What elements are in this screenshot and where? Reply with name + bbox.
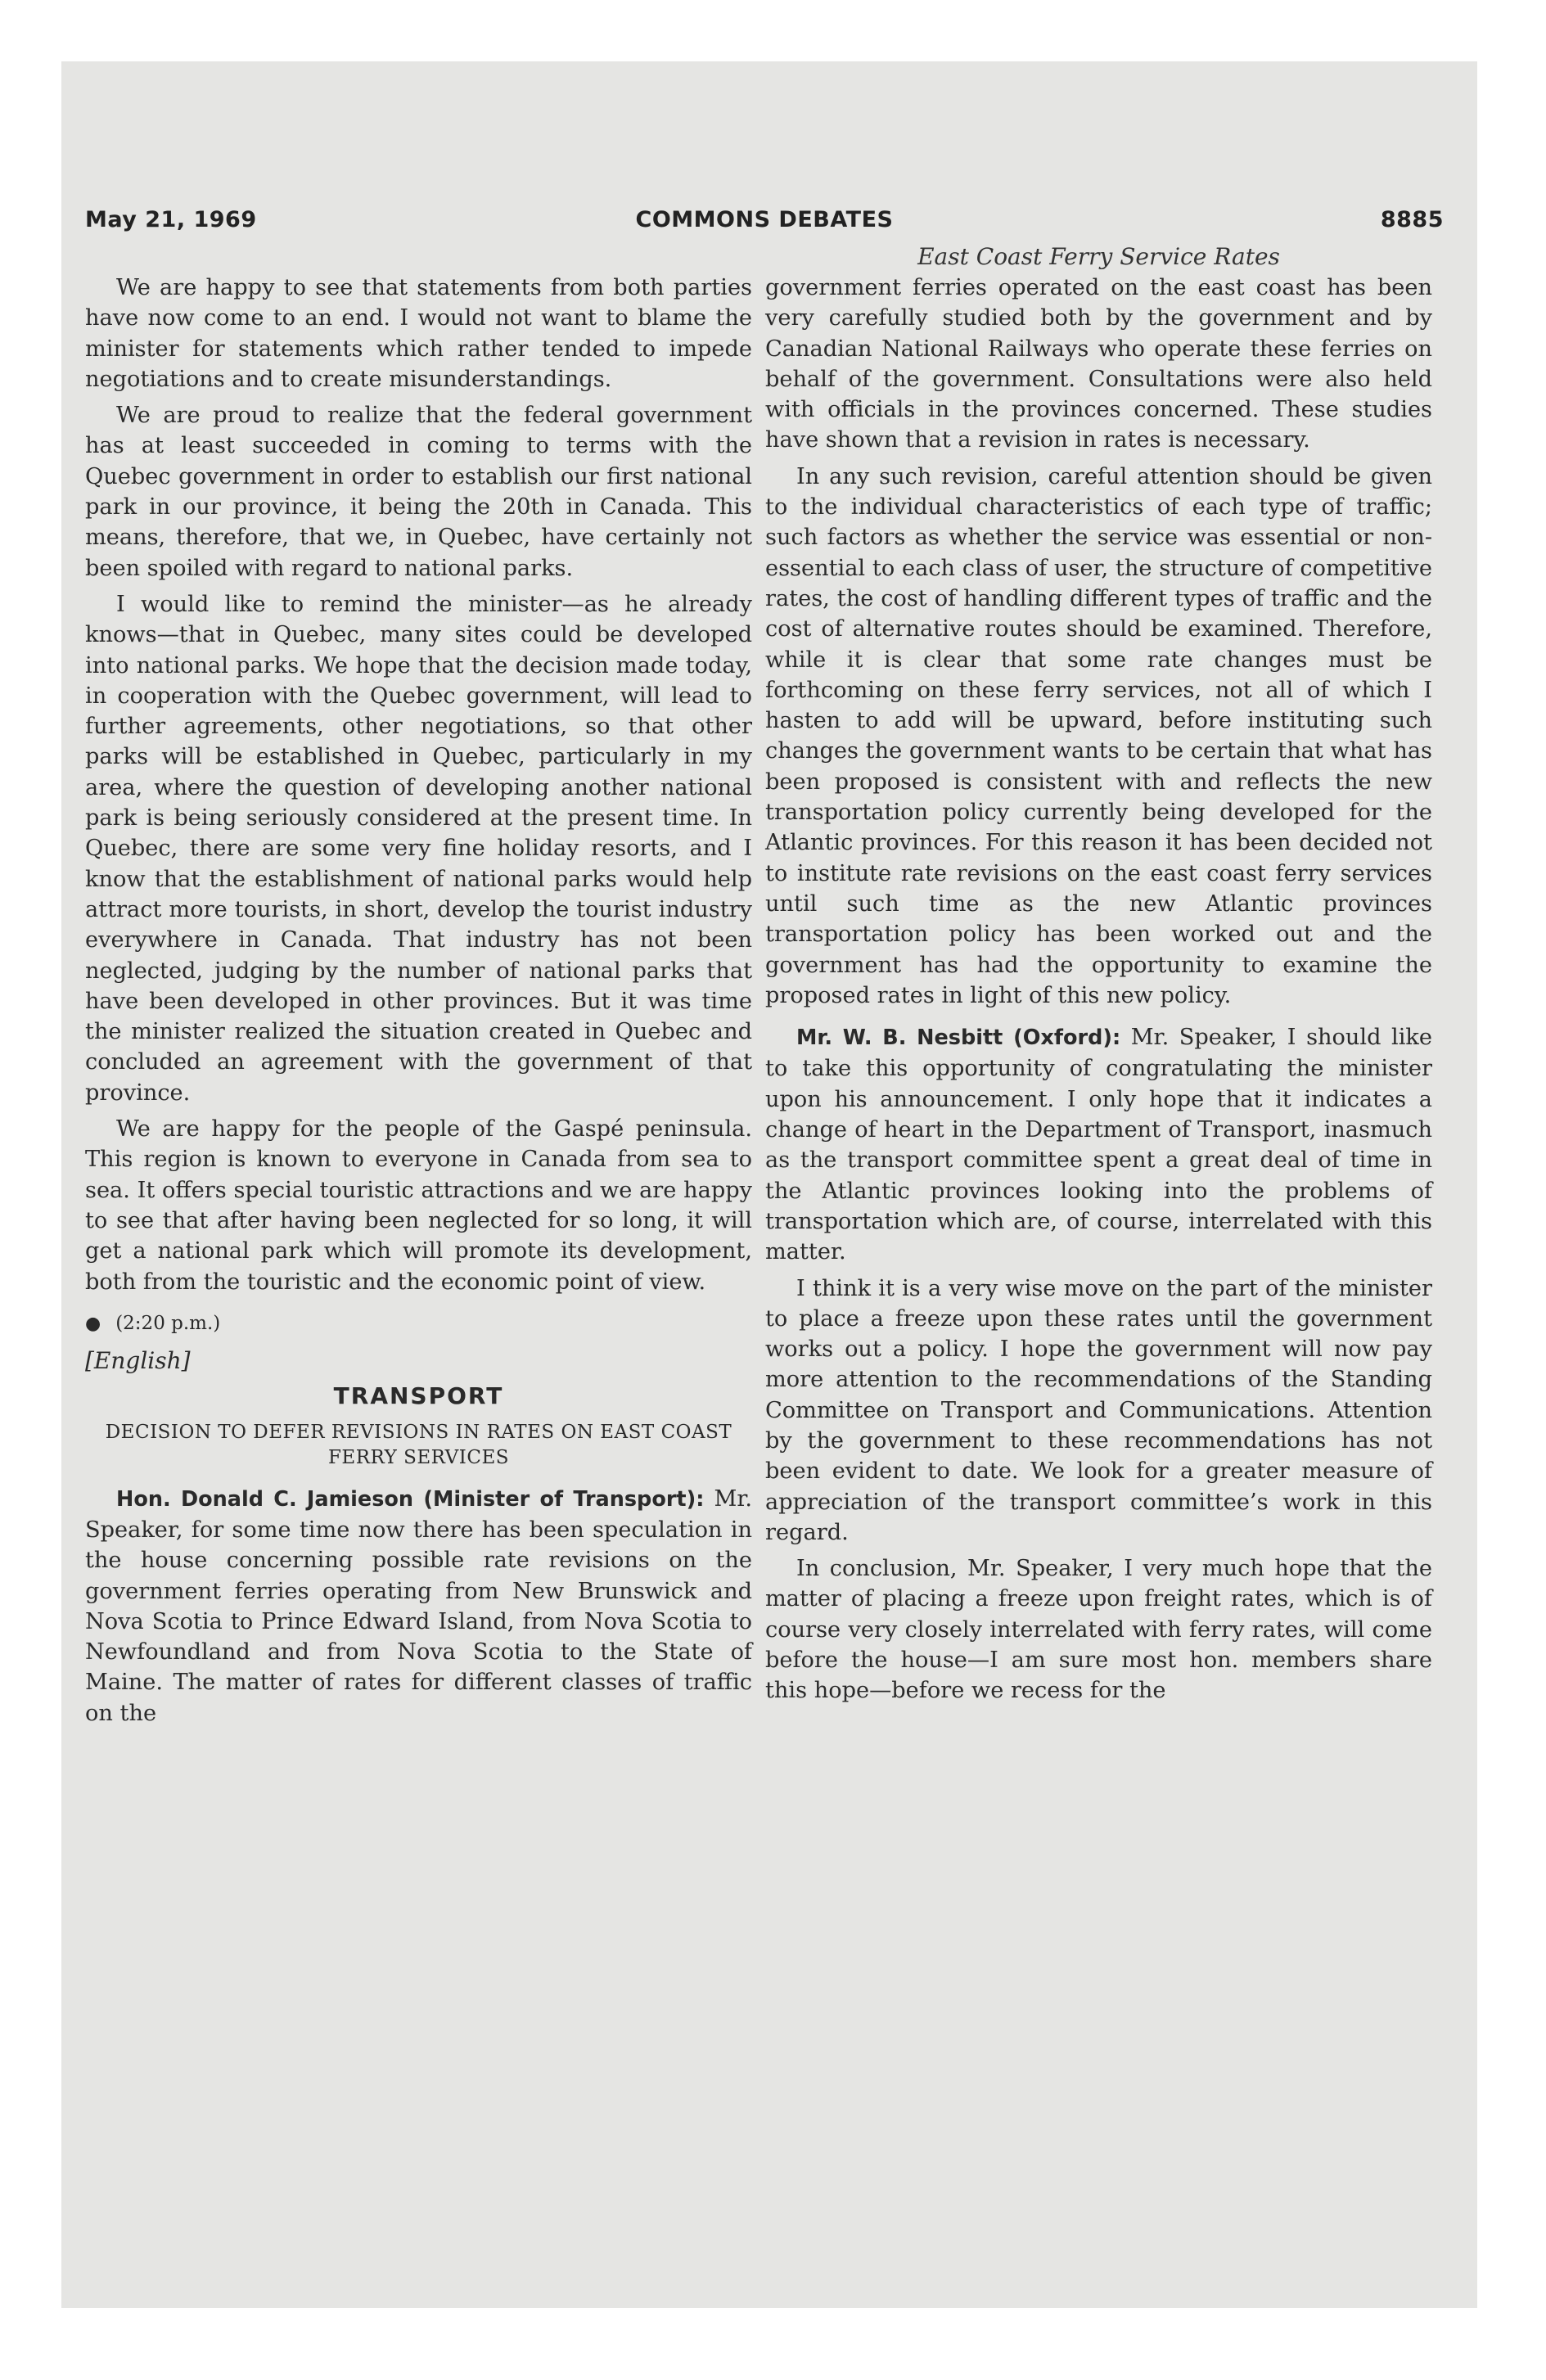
paragraph: I think it is a very wise move on the part of the minister to place a freeze upon these rates until the government works out a policy. I hope the government will now pay more attention to the recommendations of the Standing Committee on Transport and Communications. Attention by the government to these recommendations has not been evident to date. We look for a greater measure of appreciation of the transport committee’s work in this regard. bbox=[765, 1275, 1432, 1545]
paragraph: We are proud to realize that the federal government has at least succeeded in coming to terms with the Quebec government in order to establish our first national park in our province, it being the 20th in Canada. This means, therefore, that we, in Quebec, have certainly not been spoiled with regard to national parks. bbox=[85, 403, 752, 581]
speech-text: Mr. Speaker, for some time now there has been speculation in the house concerning possible rate revisions on the government ferries operating from New Brunswick and Nova Scotia to Prince Edward Island, from Nova Scotia to Newfoundland and from Nova Scotia to the State of Maine. The matter of rates for different classes of traffic on the bbox=[85, 1485, 752, 1726]
timestamp bbox=[85, 1309, 752, 1339]
page-sheet bbox=[61, 61, 1477, 2308]
section-title: TRANSPORT bbox=[333, 1382, 504, 1410]
paragraph: In conclusion, Mr. Speaker, I very much hope that the matter of placing a freeze upon freight rates, which is of course very closely interrelated with ferry rates, will come before the house—I am sure most hon. members share this hope—before we recess for the bbox=[765, 1556, 1432, 1704]
speaker-name: Hon. Donald C. Jamieson (Minister of Transport): bbox=[116, 1486, 705, 1512]
paragraph: In any such revision, careful attention should be given to the individual characteristics of each type of traffic; such factors as whether the service was essential or nonessential to each class of user, the structure of competitive rates, the cost of handling different types of traffic and the cost of alternative routes should be examined. Therefore, while it is clear that some rate changes must be forthcoming on these ferry services, not all of which I hasten to add will be upward, before instituting such changes the government wants to be certain that what has been proposed is consistent with and reflects the new transportation policy currently being developed for the Atlantic provinces. For this reason it has been decided not to institute rate revisions on the east coast ferry services until such time as the new Atlantic provinces transportation policy has been worked out and the government has had the opportunity to examine the proposed rates in light of this new policy. bbox=[765, 463, 1432, 1008]
speaker-name: Mr. W. B. Nesbitt (Oxford): bbox=[796, 1025, 1121, 1051]
speech-paragraph bbox=[85, 1484, 752, 1729]
language-note: [English] bbox=[85, 1347, 191, 1375]
header-title: COMMONS DEBATES bbox=[635, 207, 894, 232]
section-subheading: DECISION TO DEFER REVISIONS IN RATES ON EAST COAST FERRY SERVICES bbox=[105, 1421, 732, 1468]
page-header bbox=[85, 207, 1444, 240]
document-page bbox=[61, 61, 1477, 2308]
paragraph: We are happy to see that statements from both parties have now come to an end. I would not want to blame the minister for statements which rather tended to impede negotiations and to create misunderstandings. bbox=[85, 275, 752, 392]
header-date: May 21, 1969 bbox=[85, 207, 257, 232]
timestamp-text: (2:20 p.m.) bbox=[115, 1312, 221, 1334]
left-column bbox=[85, 273, 752, 1734]
paragraph: government ferries operated on the east coast has been very carefully studied both by the government and by Canadian National Railways who operate these ferries on behalf of the government. Consultations were also held with officials in the provinces concerned. These studies have shown that a revision in rates is necessary. bbox=[765, 275, 1432, 453]
paragraph: We are happy for the people of the Gaspé peninsula. This region is known to everyone in Canada from sea to sea. It offers special touristic attractions and we are happy to see that after having been neglected for so long, it will get a national park which will promote its development, both from the touristic and the economic point of view. bbox=[85, 1116, 752, 1295]
bullet-icon: ● bbox=[85, 1313, 101, 1334]
speech-text: Mr. Speaker, I should like to take this opportunity of congratulating the minister upon his announcement. I only hope that it indicates a change of heart in the Department of Transport, inasmuch as the transport committee spent a great deal of time in the Atlantic provinces looking into the problems of transportation which are, of course, interrelated with this matter. bbox=[765, 1025, 1432, 1265]
page-number: 8885 bbox=[1380, 207, 1444, 232]
right-column bbox=[765, 273, 1432, 1712]
speech-paragraph bbox=[765, 1022, 1432, 1267]
paragraph: I would like to remind the minister—as he already knows—that in Quebec, many sites could be developed into national parks. We hope that the decision made today, in cooperation with the Quebec government, will lead to further agreements, other negotiations, so that other parks will be established in Quebec, particularly in my area, where the question of developing another national park is being seriously considered at the present time. In Quebec, there are some very fine holiday resorts, and I know that the establishment of national parks would help attract more tourists, in short, develop the tourist industry everywhere in Canada. That industry has not been neglected, judging by the number of national parks that have been developed in other provinces. But it was time the minister realized the situation created in Quebec and concluded an agreement with the government of that province. bbox=[85, 591, 752, 1106]
running-head: East Coast Ferry Service Rates bbox=[917, 243, 1280, 270]
